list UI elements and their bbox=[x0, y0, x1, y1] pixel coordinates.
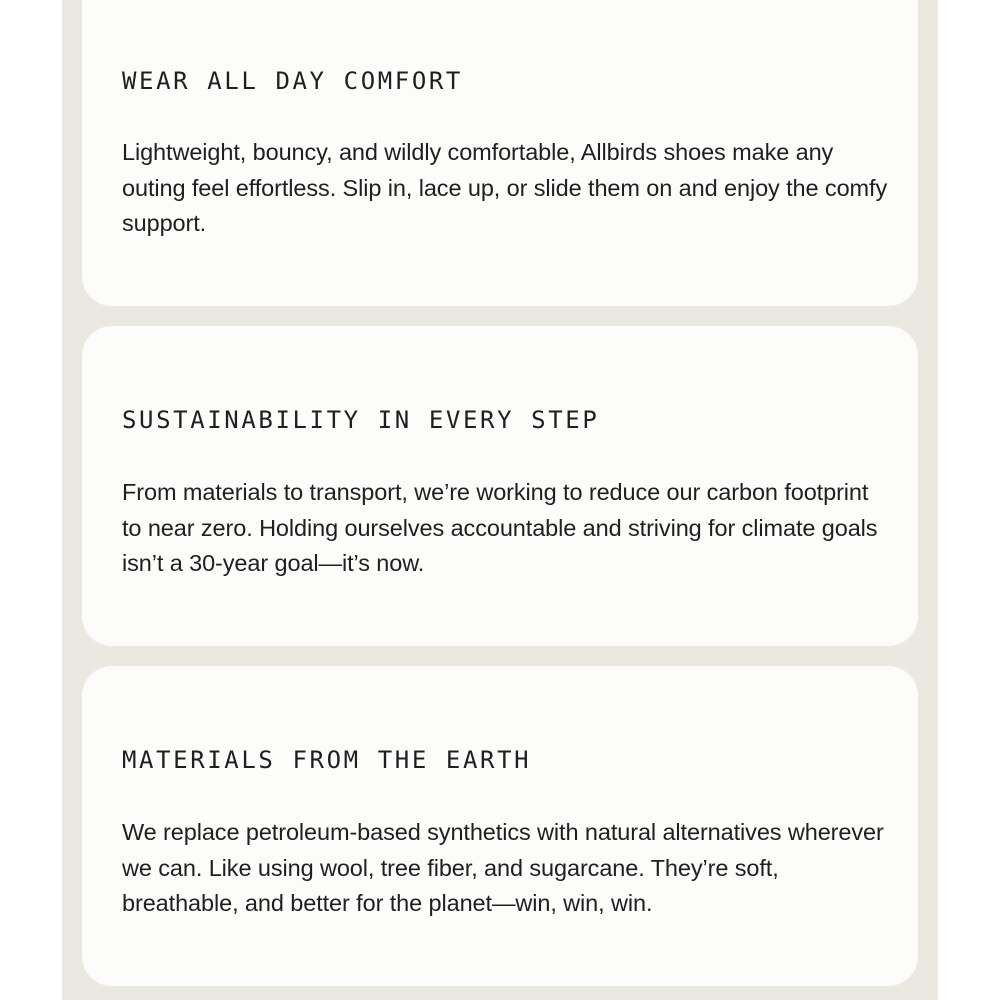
feature-card-comfort bbox=[82, 0, 918, 306]
feature-title: MATERIALS FROM THE EARTH bbox=[122, 746, 532, 774]
feature-description: Lightweight, bouncy, and wildly comfortable, Allbirds shoes make any outing feel effortless. Slip in, lace up, or slide them on and enjoy the comfy support. bbox=[122, 139, 888, 236]
feature-description: From materials to transport, we’re working to reduce our carbon footprint to near zero. Holding ourselves accountable and striving for climate goals isn’t a 30-year goal—it’s now. bbox=[122, 479, 878, 576]
feature-card-sustainability bbox=[82, 326, 918, 646]
feature-description: We replace petroleum-based synthetics with natural alternatives wherever we can. Like using wool, tree fiber, and sugarcane. They’re soft, breathable, and better for the planet—win, win, win. bbox=[122, 819, 884, 916]
feature-title: SUSTAINABILITY IN EVERY STEP bbox=[122, 406, 600, 434]
feature-card-materials bbox=[82, 666, 918, 986]
feature-title: WEAR ALL DAY COMFORT bbox=[122, 67, 463, 95]
